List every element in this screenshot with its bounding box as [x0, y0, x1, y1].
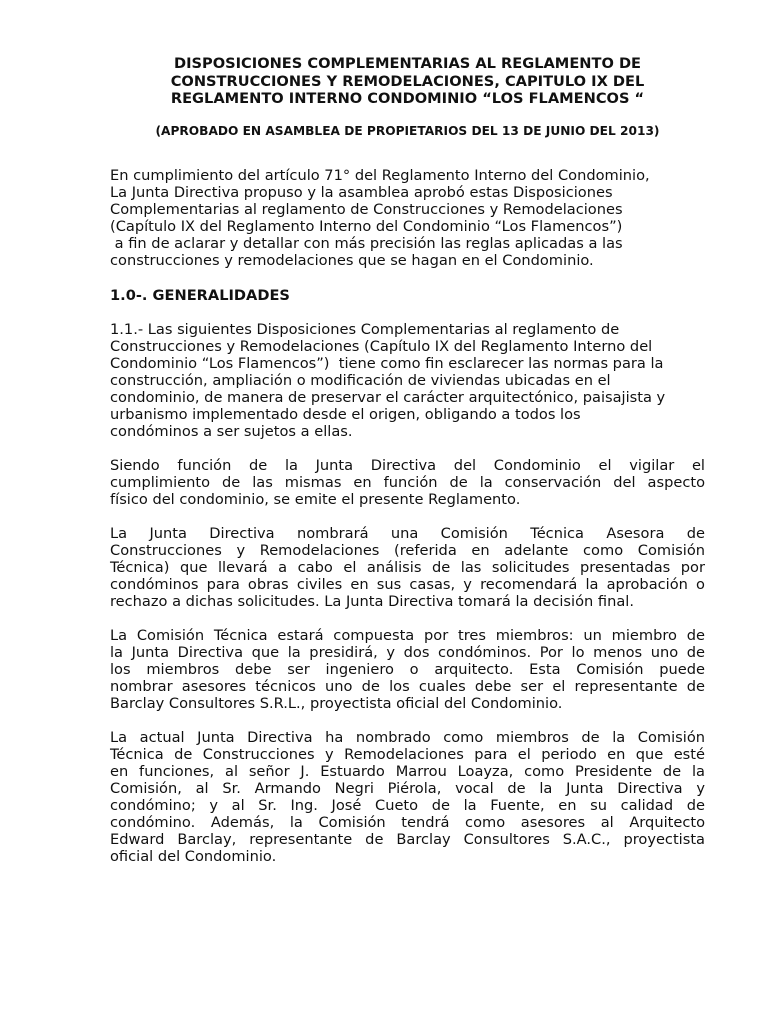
- paragraph-line: condóminos para obras civiles en sus casas, y recomendará la aprobación o: [110, 576, 705, 593]
- section-heading: 1.0-. GENERALIDADES: [110, 287, 290, 304]
- title-line: REGLAMENTO INTERNO CONDOMINIO “LOS FLAMENCOS “: [170, 90, 645, 107]
- paragraph-miembros-nombrados: [110, 729, 705, 865]
- paragraph-line: En cumplimiento del artículo 71° del Reglamento Interno del Condominio,: [110, 167, 650, 184]
- paragraph-line: nombrar asesores técnicos uno de los cuales debe ser el representante de: [110, 678, 705, 695]
- paragraph-line: Condominio “Los Flamencos”) tiene como fin esclarecer las normas para la: [110, 355, 664, 372]
- paragraph-line: cumplimiento de las mismas en función de la conservación del aspecto: [110, 474, 705, 491]
- paragraph-line: condómino; y al Sr. Ing. José Cueto de la Fuente, en su calidad de: [110, 797, 705, 814]
- paragraph-comision-composicion: [110, 627, 705, 712]
- title-line: DISPOSICIONES COMPLEMENTARIAS AL REGLAMENTO DE: [173, 55, 642, 72]
- paragraph-line: (Capítulo IX del Reglamento Interno del Condominio “Los Flamencos”): [110, 218, 623, 235]
- paragraph-line: construcciones y remodelaciones que se hagan en el Condominio.: [110, 252, 594, 269]
- paragraph-line: construcción, ampliación o modificación de viviendas ubicadas en el: [110, 372, 611, 389]
- paragraph-line: oficial del Condominio.: [110, 848, 277, 865]
- document-title: [110, 55, 705, 108]
- intro-paragraph: [110, 167, 705, 269]
- paragraph-junta-function: [110, 457, 705, 508]
- paragraph-line: La Junta Directiva nombrará una Comisión Técnica Asesora de: [110, 525, 705, 542]
- paragraph-line: en funciones, al señor J. Estuardo Marrou Loayza, como Presidente de la: [110, 763, 705, 780]
- paragraph-line: Barclay Consultores S.R.L., proyectista oficial del Condominio.: [110, 695, 563, 712]
- paragraph-1-1: [110, 321, 705, 440]
- paragraph-line: Construcciones y Remodelaciones (Capítulo IX del Reglamento Interno del: [110, 338, 653, 355]
- paragraph-line: Técnica de Construcciones y Remodelaciones para el periodo en que esté: [110, 746, 705, 763]
- paragraph-line: a fin de aclarar y detallar con más precisión las reglas aplicadas a las: [110, 235, 623, 252]
- paragraph-line: condóminos a ser sujetos a ellas.: [110, 423, 353, 440]
- paragraph-line: Edward Barclay, representante de Barclay Consultores S.A.C., proyectista: [110, 831, 705, 848]
- paragraph-line: Técnica) que llevará a cabo el análisis de las solicitudes presentadas por: [110, 559, 705, 576]
- paragraph-line: 1.1.- Las siguientes Disposiciones Complementarias al reglamento de: [110, 321, 620, 338]
- paragraph-line: físico del condominio, se emite el presente Reglamento.: [110, 491, 521, 508]
- paragraph-line: los miembros debe ser ingeniero o arquitecto. Esta Comisión puede: [110, 661, 705, 678]
- paragraph-line: Siendo función de la Junta Directiva del Condominio el vigilar el: [110, 457, 705, 474]
- paragraph-line: Complementarias al reglamento de Construcciones y Remodelaciones: [110, 201, 623, 218]
- paragraph-line: condómino. Además, la Comisión tendrá como asesores al Arquitecto: [110, 814, 705, 831]
- paragraph-line: La Comisión Técnica estará compuesta por tres miembros: un miembro de: [110, 627, 705, 644]
- paragraph-line: Comisión, al Sr. Armando Negri Piérola, vocal de la Junta Directiva y: [110, 780, 705, 797]
- paragraph-line: rechazo a dichas solicitudes. La Junta Directiva tomará la decisión final.: [110, 593, 634, 610]
- title-line: CONSTRUCCIONES Y REMODELACIONES, CAPITULO IX DEL: [170, 72, 645, 90]
- paragraph-line: Construcciones y Remodelaciones (referida en adelante como Comisión: [110, 542, 705, 559]
- paragraph-line: urbanismo implementado desde el origen, obligando a todos los: [110, 406, 581, 423]
- paragraph-line: condominio, de manera de preservar el carácter arquitectónico, paisajista y: [110, 389, 666, 406]
- paragraph-line: La actual Junta Directiva ha nombrado como miembros de la Comisión: [110, 729, 705, 746]
- paragraph-comision-tecnica: [110, 525, 705, 610]
- paragraph-line: La Junta Directiva propuso y la asamblea aprobó estas Disposiciones: [110, 184, 613, 201]
- document-subtitle: (APROBADO EN ASAMBLEA DE PROPIETARIOS DEL 13 DE JUNIO DEL 2013): [155, 124, 660, 138]
- paragraph-line: la Junta Directiva que la presidirá, y dos condóminos. Por lo menos uno de: [110, 644, 705, 661]
